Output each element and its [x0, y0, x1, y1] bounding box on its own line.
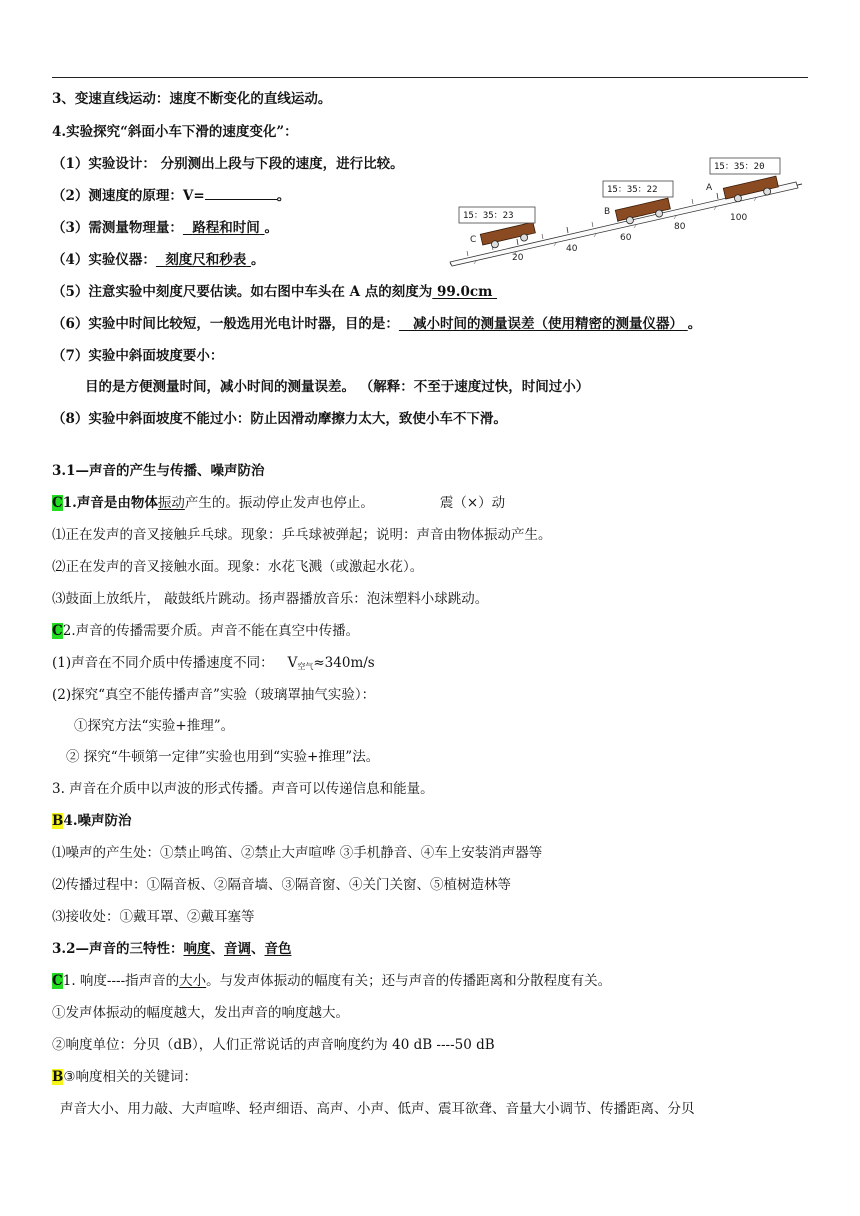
c2-method: ①探究方法“实验+推理”。	[74, 718, 235, 734]
step-7-detail: 目的是方便测量时间，减小时间的测量误差。 （解释：不至于速度过快，时间过小）	[85, 379, 590, 395]
step-3-label: （3）需测量物理量：	[52, 220, 183, 236]
c2-newton: ② 探究“牛顿第一定律”实验也用到“实验+推理”法。	[66, 749, 380, 765]
section-3-1-title: 3.1—声音的产生与传播、噪声防治	[52, 463, 265, 479]
c1-sound-source: C1.声音是由物体振动产生的。振动停止发声也停止。 震（×）动	[52, 495, 506, 511]
term-timbre: 音色	[264, 941, 292, 957]
tick-label: 80	[674, 222, 686, 232]
item-3-variable-motion: 3、变速直线运动：速度不断变化的直线运动。	[52, 91, 332, 107]
tick-label: 20	[512, 253, 524, 263]
loudness-keywords-title: B③响度相关的关键词：	[52, 1069, 198, 1085]
step-4-end: 。	[251, 252, 265, 268]
step-2-principle	[52, 187, 290, 205]
step-2-label: （2）测速度的原理：V=	[52, 188, 205, 204]
term-loudness: 响度	[183, 941, 211, 957]
loudness-amplitude: ①发声体振动的幅度越大，发出声音的响度越大。	[52, 1005, 349, 1021]
section-3-2-title: 3.2—声音的三特性：响度、音调、音色	[52, 941, 292, 957]
b4-noise-control: B4.噪声防治	[52, 813, 132, 829]
tick-label: 100	[730, 213, 748, 223]
point-c-label: C	[470, 235, 477, 245]
step-6-timer	[52, 315, 701, 333]
item-3-sound-wave: 3. 声音在介质中以声波的形式传播。声音可以传递信息和能量。	[52, 781, 434, 797]
step-7-slope-small: （7）实验中斜面坡度要小：	[52, 348, 224, 364]
step-3-answer: 路程和时间	[192, 220, 260, 236]
typo-note: 震（×）动	[439, 495, 506, 511]
step-8-slope-not-too-small: （8）实验中斜面坡度不能过小：防止因滑动摩擦力太大，致使小车不下滑。	[52, 411, 507, 427]
step-4-answer: 刻度尺和秒表	[165, 252, 247, 268]
clock-c-time: 15：35：23	[463, 211, 514, 221]
step-5-answer: 99.0cm	[436, 284, 493, 300]
point-a-label: A	[706, 183, 713, 193]
c1-example-3: ⑶鼓面上放纸片， 敲鼓纸片跳动。扬声器播放音乐：泡沫塑料小球跳动。	[52, 591, 489, 607]
incline-cart-diagram	[448, 150, 810, 268]
step-5-reading	[52, 283, 497, 301]
level-badge: C	[52, 973, 63, 989]
level-badge: B	[52, 813, 64, 829]
c2-medium: C2.声音的传播需要介质。声音不能在真空中传播。	[52, 623, 360, 639]
step-3-quantities	[52, 219, 278, 237]
step-2-end: 。	[276, 188, 291, 204]
loudness-keywords: 声音大小、用力敲、大声喧哗、轻声细语、高声、小声、低声、震耳欲聋、音量大小调节、传播距离、分贝	[60, 1101, 695, 1117]
loudness-unit: ②响度单位：分贝（dB），人们正常说话的声音响度约为 40 dB ----50 dB	[52, 1037, 495, 1053]
tick-label: 40	[566, 244, 578, 254]
keyword-vibration: 振动	[157, 495, 185, 511]
answer-blank	[205, 187, 277, 200]
step-6-label: （6）实验中时间比较短，一般选用光电计时器，目的是：	[52, 316, 399, 332]
c2-vacuum-experiment: (2)探究“真空不能传播声音”实验（玻璃罩抽气实验）：	[52, 687, 376, 703]
item-4-title: 4.实验探究“斜面小车下滑的速度变化”：	[52, 124, 298, 140]
term-pitch: 音调	[224, 941, 251, 957]
c1-example-1: ⑴正在发声的音叉接触乒乓球。现象：乒乓球被弹起；说明：声音由物体振动产生。	[52, 527, 552, 543]
step-3-end: 。	[264, 220, 279, 236]
level-badge: C	[52, 495, 63, 511]
step-1-design: （1）实验设计： 分别测出上段与下段的速度，进行比较。	[52, 156, 404, 172]
c1-example-2: ⑵正在发声的音叉接触水面。现象：水花飞溅（或激起水花）。	[52, 559, 424, 575]
noise-path: ⑵传播过程中：①隔音板、②隔音墙、③隔音窗、④关门关窗、⑤植树造林等	[52, 877, 511, 893]
step-5-label: （5）注意实验中刻度尺要估读。如右图中车头在 A 点的刻度为	[52, 284, 433, 300]
point-b-label: B	[604, 207, 611, 217]
keyword-size: 大小	[179, 973, 207, 989]
step-4-label: （4）实验仪器：	[52, 252, 156, 268]
c2-speed: (1)声音在不同介质中传播速度不同： $V_{空气}\approx 340m/s$	[52, 655, 375, 671]
level-badge: C	[52, 623, 63, 639]
step-4-instruments	[52, 251, 265, 269]
clock-a-time: 15：35：20	[714, 162, 765, 172]
clock-b-time: 15：35：22	[607, 185, 658, 195]
header-rule	[52, 77, 808, 78]
step-6-answer: 减小时间的测量误差（使用精密的测量仪器）	[413, 316, 684, 332]
tick-label: 60	[620, 233, 632, 243]
step-6-end: 。	[687, 316, 702, 332]
noise-source: ⑴噪声的产生处：①禁止鸣笛、②禁止大声喧哗 ③手机静音、④车上安装消声器等	[52, 845, 543, 861]
c1-loudness: C1. 响度----指声音的大小。与发声体振动的幅度有关；还与声音的传播距离和分散程度有关。	[52, 973, 612, 989]
noise-receiver: ⑶接收处：①戴耳罩、②戴耳塞等	[52, 909, 255, 925]
level-badge: B	[52, 1069, 64, 1085]
